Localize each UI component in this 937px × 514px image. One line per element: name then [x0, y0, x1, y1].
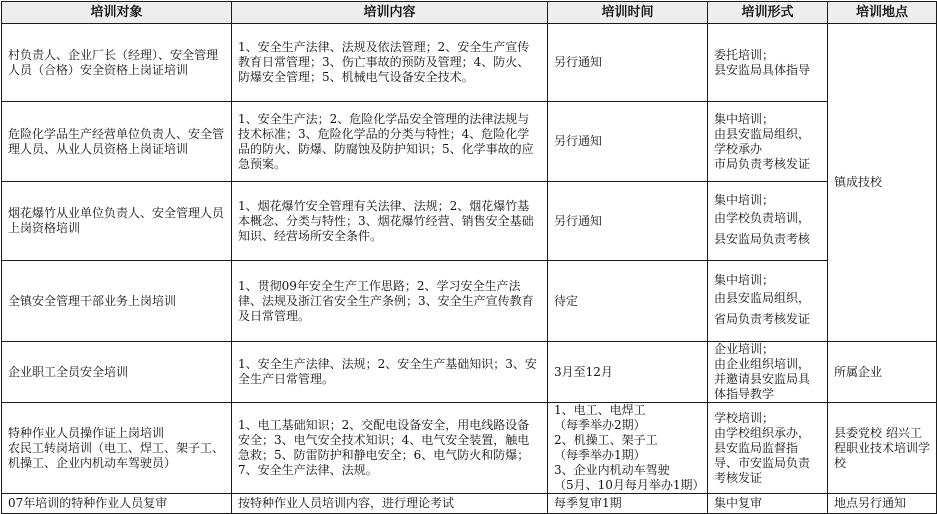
time-cell [548, 403, 708, 494]
time-line: （每季举办1期） [554, 448, 646, 462]
form-line: 企业培训； [714, 342, 775, 356]
time-cell: 待定 [548, 261, 708, 342]
target-cell: 村负责人、企业厂长（经理）、安全管理人员（合格）安全资格上岗证培训 [2, 24, 232, 102]
form-cell [708, 403, 828, 494]
form-line: 县安监局具体指导 [714, 62, 811, 77]
time-line: （5月、10月每月举办1期） [554, 478, 705, 492]
form-cell [708, 102, 828, 182]
form-line: 由县安监局组织， [714, 126, 811, 141]
form-line: 并邀请县安监局具体指导教学 [714, 372, 811, 401]
target-line: 特种作业人员操作证上岗培训 [8, 425, 165, 440]
form-line: 县安监局监督指导、市安监局负责考核发证 [714, 440, 811, 485]
time-cell: 3月至12月 [548, 342, 708, 403]
place-cell: 县委党校 绍兴工程职业技术培训学校 [828, 403, 937, 494]
form-line: 集中培训； [714, 192, 775, 207]
target-cell: 危险化学品生产经营单位负责人、安全管理人员、从业人员资格上岗证培训 [2, 102, 232, 182]
form-line: 委托培训； [714, 47, 775, 62]
time-line: 3、企业内机动车驾驶 [554, 463, 670, 477]
table-row [2, 182, 937, 261]
form-cell [708, 182, 828, 261]
table-row [2, 24, 937, 102]
place-cell: 地点另行通知 [828, 494, 937, 514]
form-line: 县安监局负责考核 [714, 231, 811, 246]
content-cell: 按特种作业人员培训内容，进行理论考试 [232, 494, 548, 514]
time-line: 2、机操工、架子工 [554, 433, 658, 447]
content-cell: 1、安全生产法；2、危险化学品安全管理的法律法规与技术标准；3、危险化学品的分类与特性；4、危险化学品的防火、防爆、防腐蚀及防护知识；5、化学事故的应急预案。 [232, 102, 548, 182]
form-line: 省局负责考核发证 [714, 311, 811, 326]
header-target: 培训对象 [2, 2, 232, 24]
training-plan-table [1, 1, 937, 514]
form-line: 由企业组织培训， [714, 357, 811, 371]
form-line: 学校承办 [714, 141, 763, 156]
table-row [2, 494, 937, 514]
content-cell: 1、贯彻09年安全生产工作思路；2、学习安全生产法律、法规及浙江省安全生产条例；3、安全生产宣传教育及日常管理。 [232, 261, 548, 342]
form-line: 由学校负责培训， [714, 210, 811, 225]
time-line: 1、电工、电焊工 [554, 403, 646, 417]
target-cell: 全镇安全管理干部业务上岗培训 [2, 261, 232, 342]
form-cell [708, 261, 828, 342]
content-cell: 1、烟花爆竹安全管理有关法律、法规；2、烟花爆竹基本概念、分类与特性；3、烟花爆竹经营、销售安全基础知识、经营场所安全条件。 [232, 182, 548, 261]
time-cell: 每季复审1期 [548, 494, 708, 514]
time-cell: 另行通知 [548, 102, 708, 182]
form-cell [708, 342, 828, 403]
time-cell: 另行通知 [548, 182, 708, 261]
place-cell-merged: 镇成技校 [828, 24, 937, 342]
form-line: 集中培训； [714, 111, 775, 126]
target-cell: 烟花爆竹从业单位负责人、安全管理人员上岗资格培训 [2, 182, 232, 261]
form-cell [708, 24, 828, 102]
form-cell: 集中复审 [708, 494, 828, 514]
form-line: 学校培训； [714, 410, 775, 425]
content-cell: 1、安全生产法律、法规；2、安全生产基础知识；3、安全生产日常管理。 [232, 342, 548, 403]
place-cell: 所属企业 [828, 342, 937, 403]
target-cell: 企业职工全员安全培训 [2, 342, 232, 403]
form-line: 由学校组织承办， [714, 425, 811, 440]
table-row [2, 261, 937, 342]
form-line: 市局负责考核发证 [714, 156, 811, 171]
target-line: 农民工转岗培训（电工、焊工、架子工、机操工、企业内机动车驾驶员） [8, 440, 225, 470]
form-line: 由县安监局组织， [714, 290, 811, 305]
header-content: 培训内容 [232, 2, 548, 24]
content-cell: 1、安全生产法律、法规及依法管理；2、安全生产宣传教育日常管理；3、伤亡事故的预防及管理；4、防火、防爆安全管理；5、机械电气设备安全技术。 [232, 24, 548, 102]
form-line: 集中培训； [714, 272, 775, 287]
target-cell [2, 403, 232, 494]
table-row [2, 342, 937, 403]
table-row [2, 102, 937, 182]
header-place: 培训地点 [828, 2, 937, 24]
time-line: （每季举办2期） [554, 418, 646, 432]
header-time: 培训时间 [548, 2, 708, 24]
table-row [2, 403, 937, 494]
target-cell: 07年培训的特种作业人员复审 [2, 494, 232, 514]
header-row [2, 2, 937, 24]
header-form: 培训形式 [708, 2, 828, 24]
content-cell: 1、电工基础知识；2、交配电设备安全，用电线路设备安全；3、电气安全技术知识；4、电气安全装置，触电急救；5、防雷防护和静电安全；6、电气防火和防爆；7、安全生产法律、法规。 [232, 403, 548, 494]
time-cell: 另行通知 [548, 24, 708, 102]
